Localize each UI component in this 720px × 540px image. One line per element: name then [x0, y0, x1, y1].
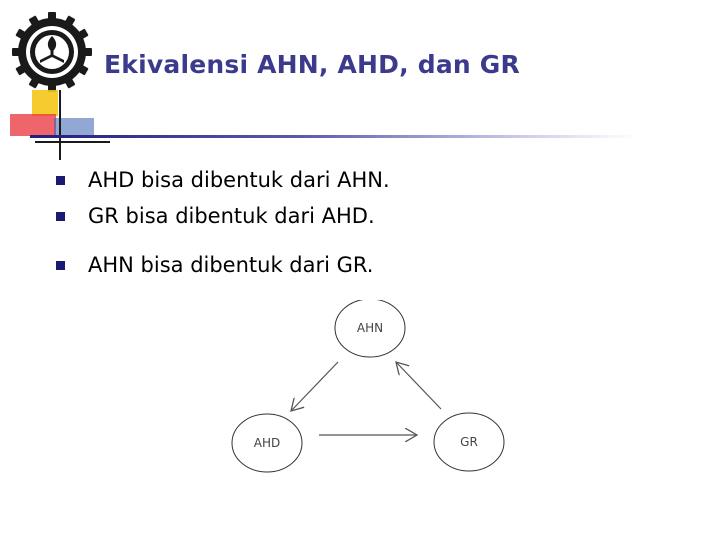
bullet-text: AHN bisa dibentuk dari GR.: [88, 253, 374, 277]
bullet-item: [56, 201, 375, 231]
decorative-blocks: [0, 90, 110, 170]
node-ahd-label: AHD: [253, 436, 281, 450]
title-underline: [30, 135, 636, 138]
square-bullet-icon: [56, 261, 65, 270]
square-bullet-icon: [56, 176, 65, 185]
arrow-ahn-to-ahd: [291, 362, 338, 411]
arrow-gr-to-ahn: [396, 362, 441, 409]
bullet-item: [56, 165, 390, 195]
equivalence-diagram: [220, 300, 520, 500]
bullet-text: AHD bisa dibentuk dari AHN.: [88, 168, 390, 192]
bullet-item: [56, 250, 373, 280]
node-gr-label: GR: [460, 435, 478, 449]
slide-title: Ekivalensi AHN, AHD, dan GR: [104, 50, 520, 79]
bullet-text: GR bisa dibentuk dari AHD.: [88, 204, 375, 228]
node-ahn-label: AHN: [356, 321, 384, 335]
square-bullet-icon: [56, 212, 65, 221]
university-logo: [10, 10, 94, 94]
